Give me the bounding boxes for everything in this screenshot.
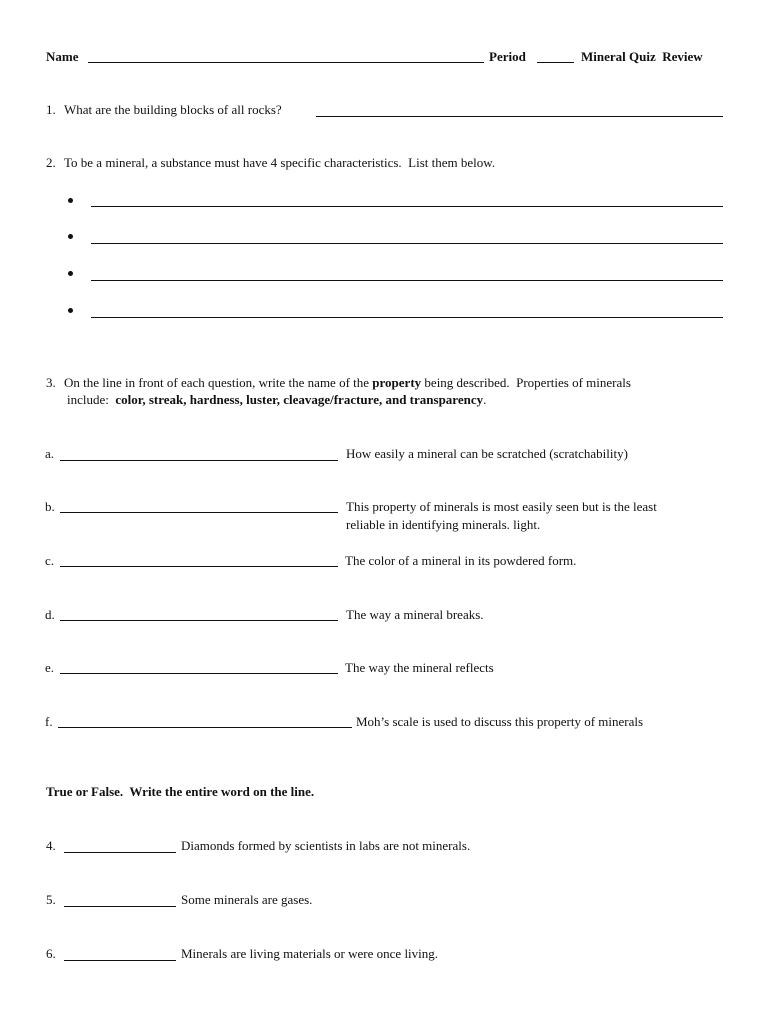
period-blank[interactable] <box>537 62 574 63</box>
q3-period: . <box>483 392 487 407</box>
characteristic-blank-4[interactable] <box>91 317 723 318</box>
q3-bold-word: property <box>372 375 422 390</box>
q5-text: Some minerals are gases. <box>181 892 313 907</box>
q3-include-label: include: <box>67 392 116 407</box>
bullet-icon <box>68 234 73 239</box>
q2-number: 2. <box>46 155 56 170</box>
q3-properties-list: color, streak, hardness, luster, cleavage/fracture, and transparency <box>115 392 484 407</box>
q3b-text: This property of minerals is most easily seen but is the least <box>346 499 657 514</box>
q3e-text: The way the mineral reflects <box>345 660 494 675</box>
q2-text: To be a mineral, a substance must have 4 specific characteristics. List them below. <box>64 155 496 170</box>
name-blank[interactable] <box>88 62 484 63</box>
q4-number: 4. <box>46 838 56 853</box>
true-false-heading: True or False. Write the entire word on the line. <box>46 784 315 799</box>
q3-text-before: On the line in front of each question, write the name of the <box>64 375 373 390</box>
q6-number: 6. <box>46 946 56 961</box>
q4-answer-blank[interactable] <box>64 852 176 853</box>
page-title: Mineral Quiz Review <box>581 49 703 64</box>
bullet-icon <box>68 308 73 313</box>
q3f-letter: f. <box>45 714 53 729</box>
q3d-letter: d. <box>45 607 55 622</box>
bullet-icon <box>68 198 73 203</box>
characteristic-blank-2[interactable] <box>91 243 723 244</box>
q3f-answer-blank[interactable] <box>58 727 352 728</box>
bullet-icon <box>68 271 73 276</box>
q1-answer-blank[interactable] <box>316 116 723 117</box>
q3-instructions-line1 <box>64 375 631 391</box>
q5-number: 5. <box>46 892 56 907</box>
period-label: Period <box>489 49 526 64</box>
q6-answer-blank[interactable] <box>64 960 176 961</box>
q3e-letter: e. <box>45 660 55 675</box>
q3b-text-line2: reliable in identifying minerals. light. <box>346 517 541 532</box>
q3e-answer-blank[interactable] <box>60 673 338 674</box>
name-label: Name <box>46 49 79 64</box>
q3c-text: The color of a mineral in its powdered form. <box>345 553 577 568</box>
q1-text: What are the building blocks of all rocks? <box>64 102 282 117</box>
q3f-text: Moh’s scale is used to discuss this property of minerals <box>356 714 644 729</box>
q5-answer-blank[interactable] <box>64 906 176 907</box>
characteristic-blank-3[interactable] <box>91 280 723 281</box>
q3c-answer-blank[interactable] <box>60 566 338 567</box>
q3d-text: The way a mineral breaks. <box>346 607 484 622</box>
q3b-letter: b. <box>45 499 55 514</box>
q3-instructions-line2 <box>67 392 486 408</box>
q3a-answer-blank[interactable] <box>60 460 338 461</box>
q1-number: 1. <box>46 102 56 117</box>
q3b-answer-blank[interactable] <box>60 512 338 513</box>
q3-number: 3. <box>46 375 56 390</box>
characteristic-blank-1[interactable] <box>91 206 723 207</box>
q6-text: Minerals are living materials or were once living. <box>181 946 439 961</box>
q3a-letter: a. <box>45 446 55 461</box>
q3c-letter: c. <box>45 553 55 568</box>
q3a-text: How easily a mineral can be scratched (scratchability) <box>346 446 628 461</box>
q4-text: Diamonds formed by scientists in labs are not minerals. <box>181 838 471 853</box>
q3d-answer-blank[interactable] <box>60 620 338 621</box>
q3-text-after: being described. Properties of minerals <box>421 375 631 390</box>
